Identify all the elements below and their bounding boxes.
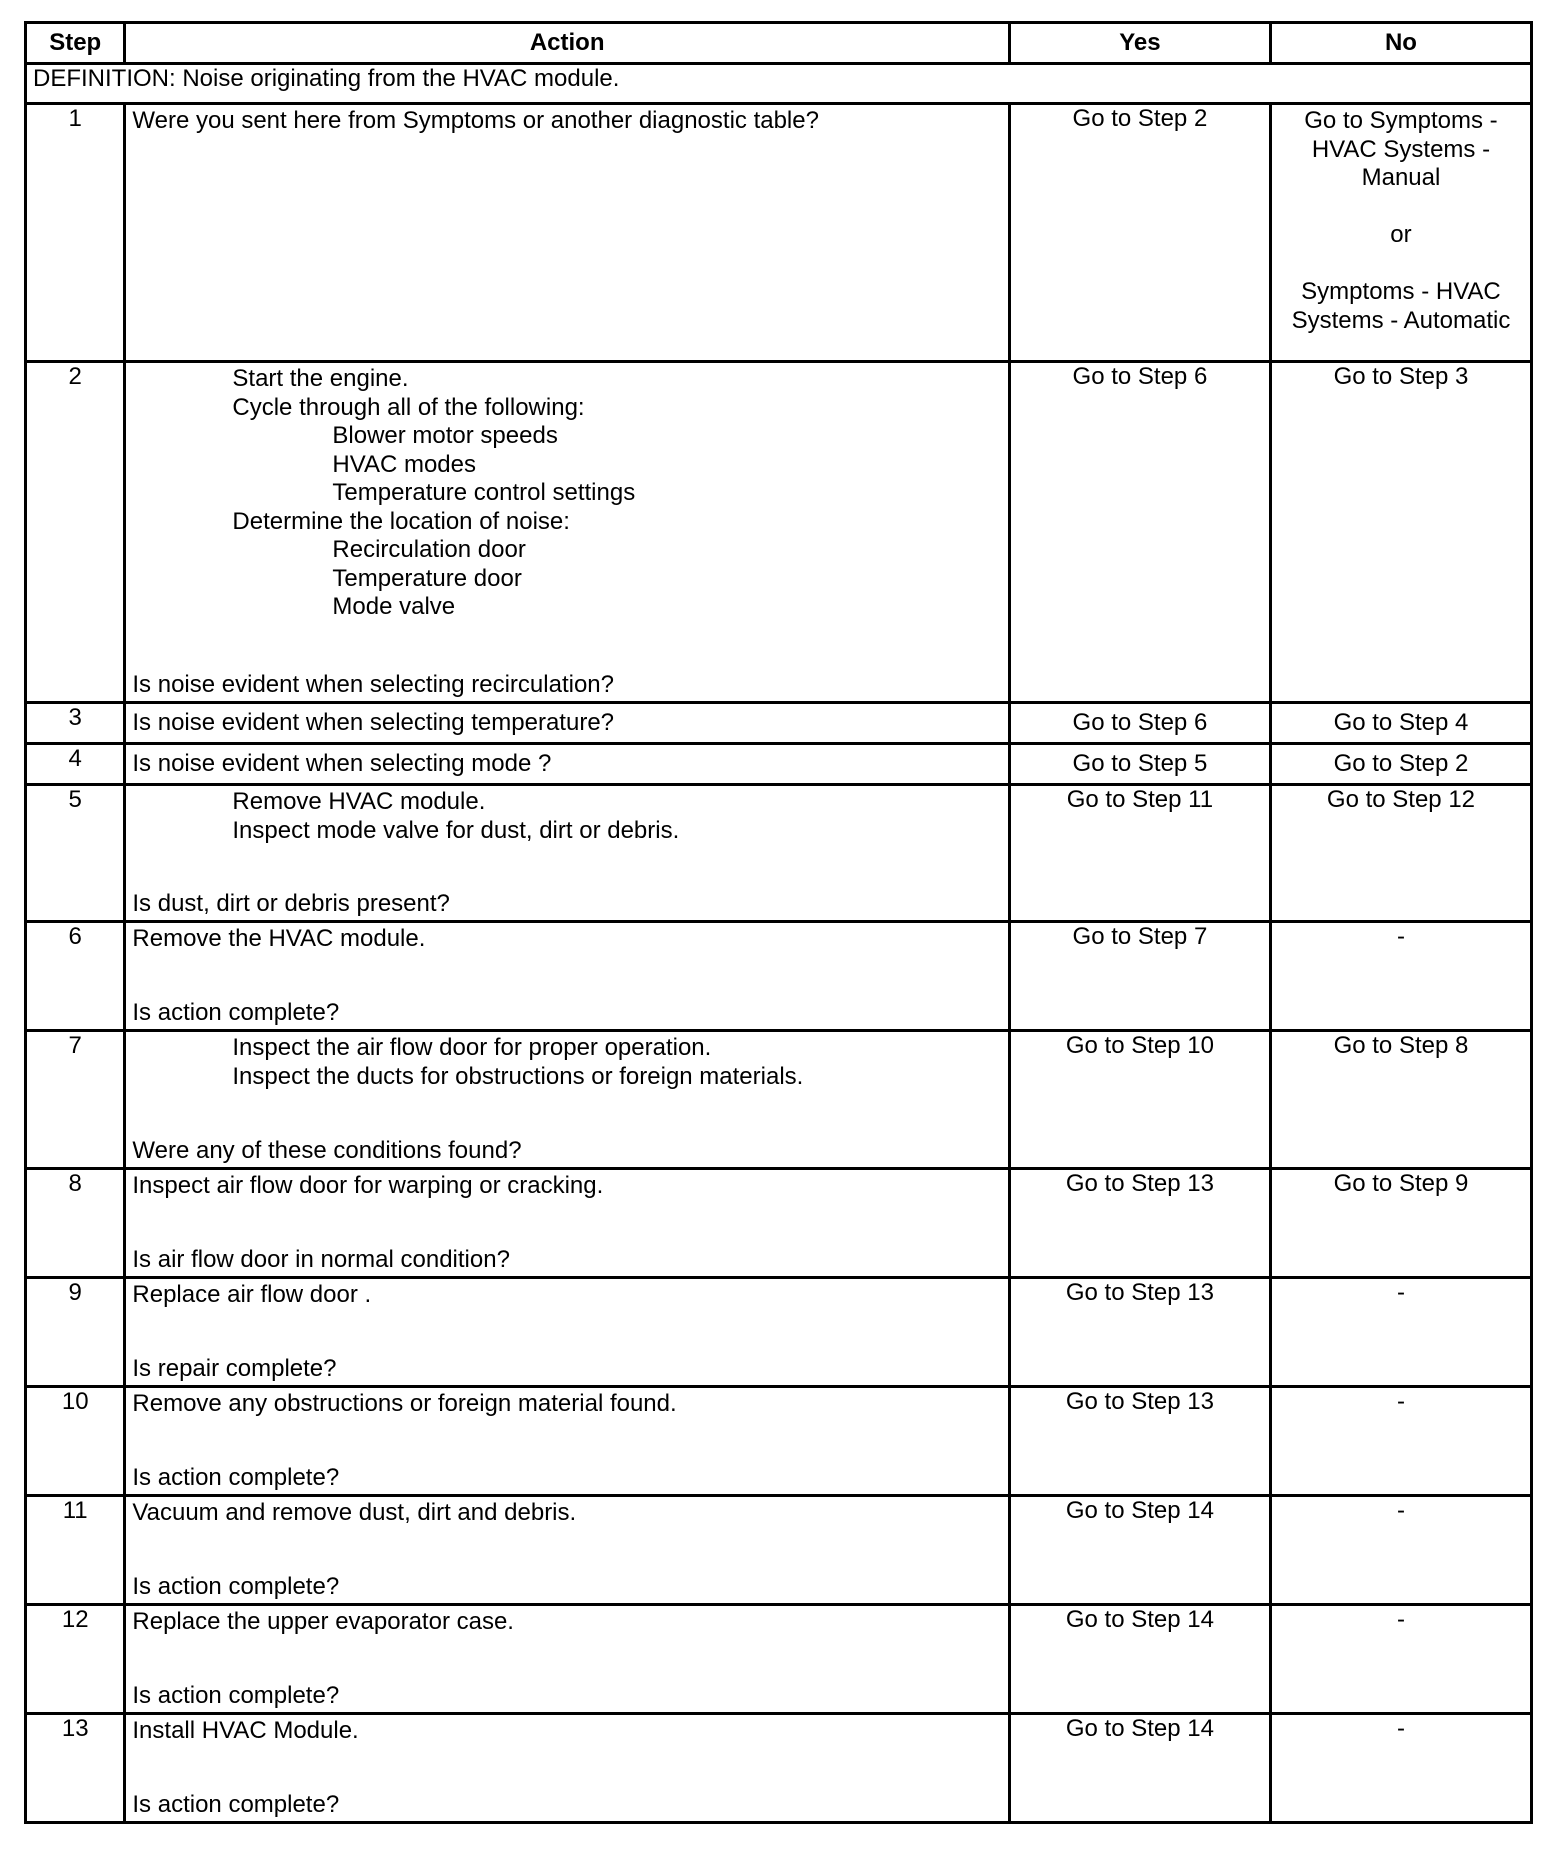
action-question: Were you sent here from Symptoms or another diagnostic table? [132, 107, 819, 134]
yes-cell: Go to Step 13 [1009, 1387, 1270, 1496]
table-row [26, 744, 1532, 785]
step-number: 10 [26, 1387, 125, 1496]
action-cell [125, 1278, 1010, 1387]
table-row [26, 922, 1532, 1031]
action-line: Remove the HVAC module. [132, 925, 426, 952]
table-row [26, 1714, 1532, 1823]
no-cell: - [1270, 922, 1531, 1031]
header-row [26, 23, 1532, 64]
action-cell [125, 1169, 1010, 1278]
no-cell: Go to Step 3 [1270, 362, 1531, 703]
step-number: 2 [26, 362, 125, 703]
no-text: Symptoms - HVAC [1301, 278, 1501, 305]
yes-cell: Go to Step 13 [1009, 1278, 1270, 1387]
step-number: 11 [26, 1496, 125, 1605]
action-line: Inspect mode valve for dust, dirt or debris. [232, 816, 680, 844]
step-number: 12 [26, 1605, 125, 1714]
yes-cell: Go to Step 14 [1009, 1496, 1270, 1605]
no-cell: - [1270, 1387, 1531, 1496]
yes-cell: Go to Step 7 [1009, 922, 1270, 1031]
no-text: Systems - Automatic [1291, 306, 1511, 334]
header-yes: Yes [1009, 23, 1270, 64]
action-line: Temperature door [332, 564, 522, 592]
action-line: Start the engine. [232, 365, 409, 392]
no-cell: Go to Step 2 [1270, 744, 1531, 785]
action-line: Remove HVAC module. [232, 788, 486, 815]
table-row [26, 362, 1532, 703]
no-text: HVAC Systems - [1311, 135, 1491, 163]
no-text: Manual [1361, 164, 1441, 191]
action-question: Is repair complete? [132, 1354, 337, 1382]
action-line: Remove any obstructions or foreign material found. [132, 1390, 677, 1417]
table-row [26, 703, 1532, 744]
table-row [26, 785, 1532, 922]
action-question: Is air flow door in normal condition? [132, 1245, 510, 1273]
step-number: 4 [26, 744, 125, 785]
yes-cell: Go to Step 10 [1009, 1031, 1270, 1169]
yes-cell: Go to Step 5 [1009, 744, 1270, 785]
action-question: Were any of these conditions found? [132, 1136, 522, 1164]
action-question: Is action complete? [132, 1790, 340, 1818]
no-cell: Go to Step 8 [1270, 1031, 1531, 1169]
action-line: Cycle through all of the following: [232, 393, 585, 421]
yes-cell: Go to Step 6 [1009, 362, 1270, 703]
action-line: Inspect the air flow door for proper operation. [232, 1034, 712, 1061]
step-number: 3 [26, 703, 125, 744]
no-cell: Go to Step 9 [1270, 1169, 1531, 1278]
no-text: Go to Symptoms - [1304, 107, 1498, 134]
diagnostic-table [24, 21, 1533, 1824]
no-cell: - [1270, 1714, 1531, 1823]
yes-cell: Go to Step 11 [1009, 785, 1270, 922]
action-cell [125, 785, 1010, 922]
yes-cell: Go to Step 2 [1009, 104, 1270, 362]
action-cell [125, 104, 1010, 362]
step-number: 7 [26, 1031, 125, 1169]
action-line: Replace the upper evaporator case. [132, 1608, 514, 1635]
action-line: Install HVAC Module. [132, 1717, 359, 1744]
action-line: Inspect the ducts for obstructions or foreign materials. [232, 1062, 804, 1090]
action-line: Blower motor speeds [332, 422, 558, 449]
step-number: 1 [26, 104, 125, 362]
action-question: Is noise evident when selecting recirculation? [132, 670, 614, 698]
step-number: 6 [26, 922, 125, 1031]
no-cell: - [1270, 1605, 1531, 1714]
action-line: Recirculation door [332, 536, 526, 563]
action-cell [125, 1605, 1010, 1714]
action-cell [125, 1496, 1010, 1605]
yes-cell: Go to Step 6 [1009, 703, 1270, 744]
header-no: No [1270, 23, 1531, 64]
step-number: 5 [26, 785, 125, 922]
action-cell [125, 362, 1010, 703]
yes-cell: Go to Step 14 [1009, 1714, 1270, 1823]
definition-text: DEFINITION: Noise originating from the HVAC module. [26, 64, 1532, 104]
step-number: 13 [26, 1714, 125, 1823]
no-cell: - [1270, 1278, 1531, 1387]
yes-cell: Go to Step 14 [1009, 1605, 1270, 1714]
action-cell [125, 922, 1010, 1031]
action-line: Replace air flow door . [132, 1281, 372, 1308]
no-cell [1270, 104, 1531, 362]
step-number: 9 [26, 1278, 125, 1387]
yes-cell: Go to Step 13 [1009, 1169, 1270, 1278]
action-line: Mode valve [332, 593, 456, 620]
action-question: Is action complete? [132, 998, 340, 1026]
no-cell: Go to Step 4 [1270, 703, 1531, 744]
action-cell [125, 1714, 1010, 1823]
action-cell [125, 1031, 1010, 1169]
table-row [26, 1605, 1532, 1714]
table-row [26, 1169, 1532, 1278]
step-number: 8 [26, 1169, 125, 1278]
table-row [26, 104, 1532, 362]
no-cell: - [1270, 1496, 1531, 1605]
action-question: Is action complete? [132, 1681, 340, 1709]
action-line: Determine the location of noise: [232, 507, 570, 535]
action-question: Is action complete? [132, 1572, 340, 1600]
action-cell [125, 1387, 1010, 1496]
action-question: Is action complete? [132, 1463, 340, 1491]
table-row [26, 1387, 1532, 1496]
action-line: Inspect air flow door for warping or cracking. [132, 1172, 604, 1199]
table-row [26, 1031, 1532, 1169]
header-step: Step [26, 23, 125, 64]
header-action: Action [125, 23, 1010, 64]
definition-row [26, 64, 1532, 104]
action-cell: Is noise evident when selecting temperature? [125, 703, 1010, 744]
table-row [26, 1278, 1532, 1387]
no-text: or [1390, 221, 1412, 248]
action-line: Temperature control settings [332, 479, 636, 506]
no-cell: Go to Step 12 [1270, 785, 1531, 922]
action-question: Is dust, dirt or debris present? [132, 889, 450, 917]
action-cell: Is noise evident when selecting mode ? [125, 744, 1010, 785]
table-row [26, 1496, 1532, 1605]
action-line: Vacuum and remove dust, dirt and debris. [132, 1499, 577, 1526]
action-line: HVAC modes [332, 450, 476, 478]
